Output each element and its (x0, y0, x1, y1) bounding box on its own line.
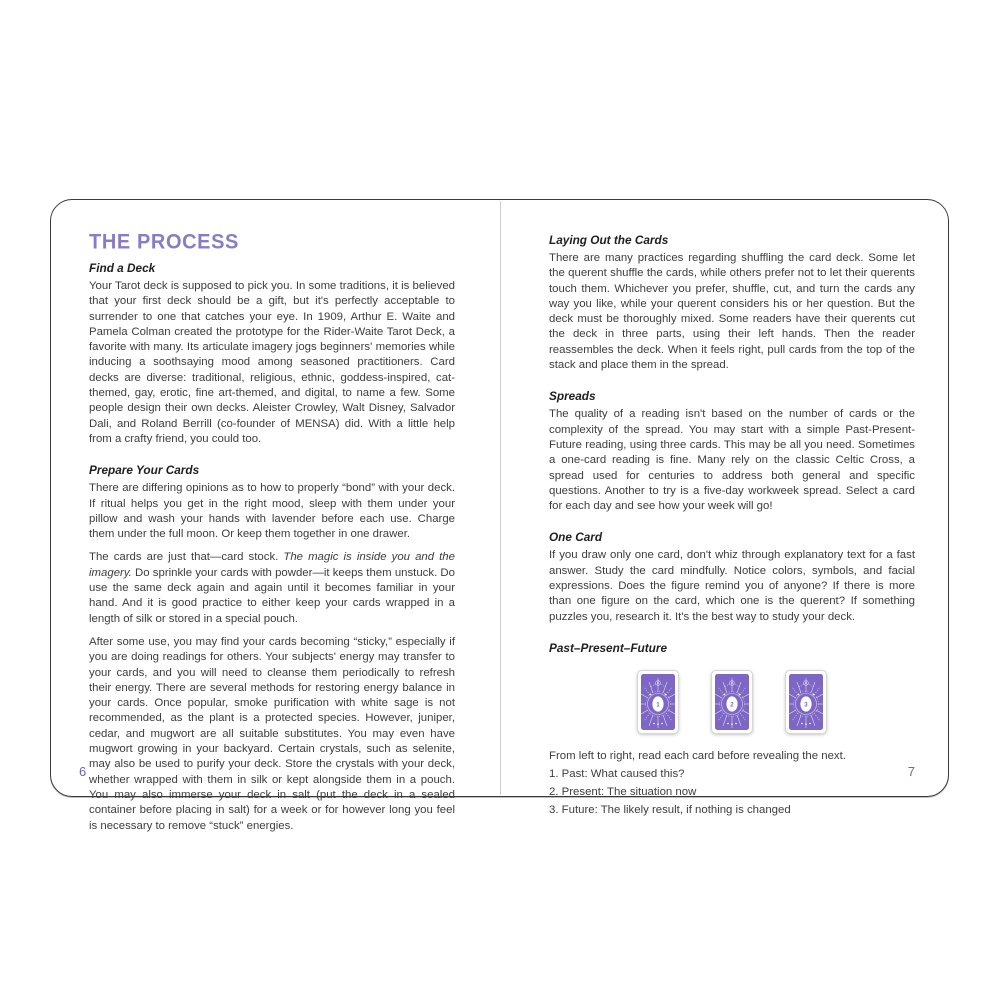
section-heading-find-a-deck: Find a Deck (89, 261, 156, 275)
tarot-card-back-2 (711, 670, 753, 734)
paragraph-spreads: The quality of a reading isn't based on the number of cards or the complexity of the spread. You may start with a simple Past-Present-Future reading, using three cards. This may be all you need. Sometimes a one-card reading is fine. Many rely on the classic Celtic Cross, a spread used for centuries to address both general and specific questions. Another to try is a five-day workweek spread. Select a card for each day and see how your week will go! (549, 408, 915, 513)
tarot-card-back-art-icon (715, 674, 749, 730)
tarot-card-back-art-icon (789, 674, 823, 730)
tarot-card-row (549, 670, 915, 734)
paragraph-one-card: If you draw only one card, don't whiz through explanatory text for a fast answer. Study the card mindfully. Notice colors, symbols, and facial expressions. Does the figure remind you of anyone? If there is more than one figure on the card, which one is the querent? If something puzzles you, research it. It's the best way to study your deck. (549, 549, 915, 623)
card-step-present: 2. Present: The situation now (549, 785, 697, 798)
left-page (89, 230, 455, 842)
section-heading-laying-out: Laying Out the Cards (549, 233, 669, 247)
paragraph-prepare-1: There are differing opinions as to how to properly “bond” with your deck. If ritual helps you get in the right mood, sleep with them under your pillow and wash your hands with lavender before each use. Charge them under the full moon. Or keep them together in one drawer. (89, 482, 455, 541)
card-step-past: 1. Past: What caused this? (549, 767, 685, 780)
tarot-card-back-1 (637, 670, 679, 734)
paragraph-laying-out: There are many practices regarding shuffling the card deck. Some let the querent shuffle the cards, while others prefer not to let their querents touch them. Whichever you prefer, shuffle, cut, and turn the cards any way you like, while your querent considers his or her question. But the deck must be thoroughly mixed. Some readers have their querents cut the deck in three parts, using their left hands. Then the reader reassembles the deck. When it feels right, pull cards from the top of the stack and place them in the spread. (549, 252, 915, 372)
card-step-future: 3. Future: The likely result, if nothing is changed (549, 803, 791, 816)
card-reading-caption: From left to right, read each card before revealing the next. (549, 749, 846, 762)
section-heading-past-present-future: Past–Present–Future (549, 640, 668, 655)
tarot-card-back-art-icon (641, 674, 675, 730)
right-page (549, 233, 915, 819)
chapter-title: THE PROCESS (89, 230, 239, 254)
paragraph-prepare-2-rest: Do sprinkle your cards with powder—it keeps them unstuck. Do use the same deck again and again until it becomes familiar in your hand. And it is good practice to either keep your cards wrapped in a length of silk or stored in a special pouch. (89, 566, 455, 625)
paragraph-prepare-2-emphasis: The magic is inside you and the imagery. (89, 551, 455, 579)
page-gutter-divider (500, 201, 501, 795)
section-heading-one-card: One Card (549, 530, 603, 545)
paragraph-find-a-deck: Your Tarot deck is supposed to pick you. In some traditions, it is believed that your first deck should be a gift, but it's perfectly acceptable to surrender to one that catches your eye. In 1909, Arthur E. Waite and Pamela Colman created the prototype for the Rider-Waite Tarot Deck, a favorite with many. Its articulate imagery jogs beginners' memories while inducing a soothsaying mood among seasoned practitioners. Card decks are diverse: traditional, religious, ethnic, goddess-inspired, cat-themed, gay, erotic, fine art-themed, and digital, to name a few. Some people design their own decks. Aleister Crowley, Walt Disney, Salvador Dali, and Roland Berrill (co-founder of MENSA) did. With a little help from a crafty friend, you could too. (89, 280, 455, 445)
page-number-right: 7 (907, 764, 915, 779)
page-number-left: 6 (79, 764, 87, 779)
paragraph-prepare-3: After some use, you may find your cards becoming “sticky,” especially if you are doing readings for others. Your subjects' energy may transfer to your cards, and you will need to cleanse them periodically to refresh their energy. There are several methods for restoring energy balance in your cards. Once popular, smoke purification with white sage is not recommended, as the plant is a protected species. However, juniper, cedar, and mugwort are all suitable substitutes. You may even have mugwort growing in your backyard. Certain crystals, such as selenite, may also be used to purify your deck. Store the crystals with your deck, whether wrapped with them in silk or kept alongside them in a pouch. You may also immerse your deck in salt (put the deck in a sealed container before placing in salt) for a week or for however long you feel is necessary to remove “stuck” energies. (89, 635, 455, 832)
paragraph-prepare-2 (89, 550, 455, 626)
section-heading-prepare-your-cards: Prepare Your Cards (89, 463, 200, 478)
card-number-label: 2 (730, 701, 734, 709)
card-number-label: 3 (804, 701, 808, 709)
tarot-card-back-3 (785, 670, 827, 734)
paragraph-prepare-2-lead: The cards are just that—card stock. (89, 551, 284, 564)
card-number-label: 1 (656, 701, 660, 709)
section-heading-spreads: Spreads (549, 389, 596, 404)
open-book-spread (50, 199, 949, 832)
